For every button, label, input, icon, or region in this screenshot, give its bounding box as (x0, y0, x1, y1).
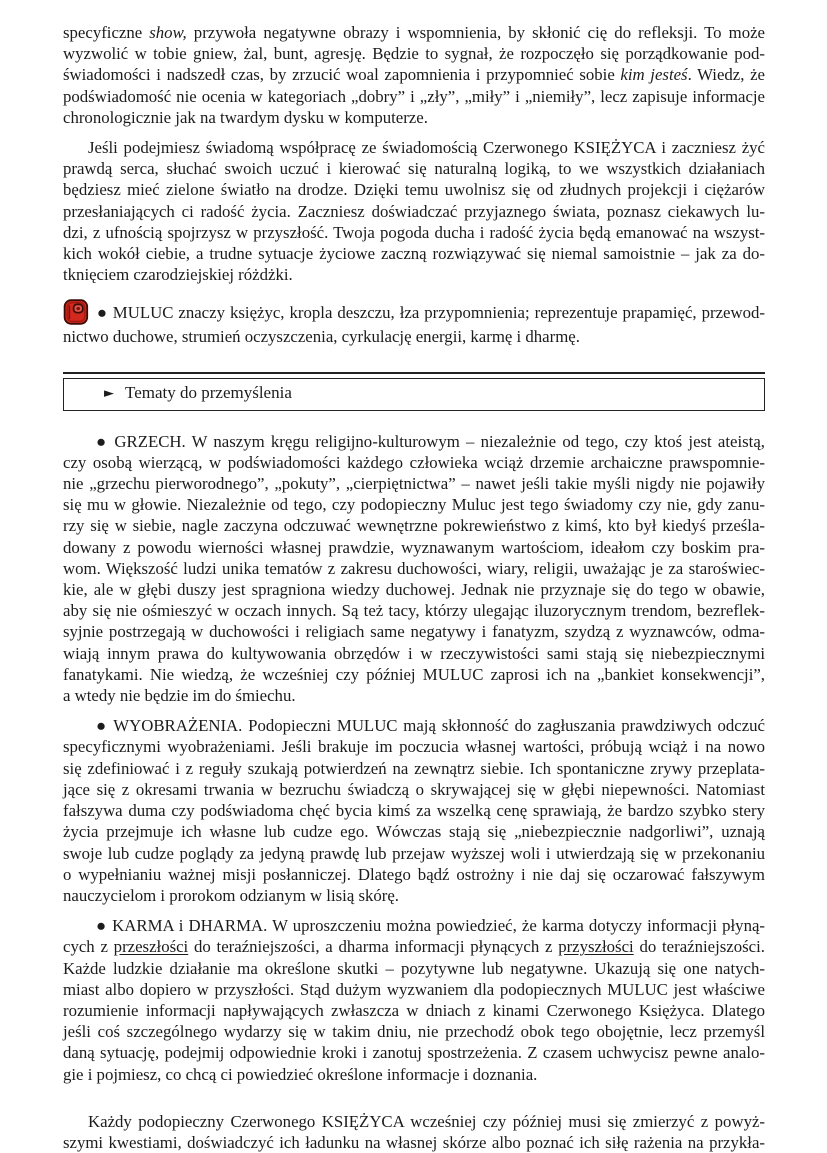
text-line: gie i pojmiesz, co chcą ci powiedzieć określone informacje i doznania. (63, 1064, 538, 1084)
text-line: a wtedy nie będzie im do śmiechu. (63, 686, 296, 706)
text-line: nauczycielom i prorokom odzianym w lisią skórę. (63, 885, 400, 905)
text-line: wom. Większość ludzi unika tematów z zakresu duchowości, wiary, religii, uważając je za staroświec- (63, 558, 765, 578)
text-line: nie „grzechu pierworodnego”, „pokuty”, „cierpiętnictwa” – nawet jeśli takie myśli nigdy nie pojawiły (63, 474, 765, 494)
themes-section (63, 431, 765, 1153)
underlined-text: przyszłości (558, 937, 634, 957)
text-line: specyficznymi wyobrażeniami. Jeśli brakuje im poczucia własnej wartości, próbują wciąż i na nowo (63, 737, 765, 757)
text-line: aby się nie ośmieszyć w oczach innych. Są też tacy, którzy ulegając iluzorycznym trendom, bezreflek- (63, 601, 765, 621)
text-line: Każdy podopieczny Czerwonego KSIĘŻYCA wcześniej czy później musi się zmierzyć z powyż- (88, 1111, 765, 1131)
text-line: ● MULUC znaczy księżyc, kropla deszczu, łza przypomnienia; reprezentuje prapamięć, przewod- (63, 298, 765, 326)
text-line: dowany z powodu wierności własnej prawdzie, wyznawanym wartościom, ideałom czy boskim pra- (63, 537, 765, 557)
paragraph-muluc-definition (63, 298, 765, 347)
triangle-bullet-icon: ► (104, 385, 114, 401)
paragraph-wyobrazenia (63, 715, 765, 906)
text-line: o wypełnianiu ważnej misji posłanniczej. Dlatego bądź ostrożny i nie daj się oczarować fałszywym (63, 864, 765, 884)
text-line: ● WYOBRAŻENIA. Podopieczni MULUC mają skłonność do zagłuszania prawdziwych odczuć (96, 716, 765, 736)
horizontal-rule (63, 372, 765, 374)
text-line: specyficzne show, przywoła negatywne obrazy i wspomnienia, by skłonić cię do refleksji. To może (63, 23, 765, 42)
italic-text: kim jesteś (620, 65, 688, 85)
text-line: fanatykami. Nie wiedzą, że wcześniej czy później MULUC zaprosi ich na „bankiet konsekwencji”, (63, 664, 765, 684)
text-line: życia przejmuje ich własne lub cudze ego. Wówczas stają się „niebezpiecznie nadgorliwi”, uznają (63, 822, 765, 842)
text-line: przesłaniających ci radość życia. Zaczniesz doświadczać przyjaznego świata, poznasz ciekawych lu- (63, 201, 765, 221)
text-line: wiają innym prawa do kultywowania obrzędów i w rzeczywistości sami stają się niebezpiecznymi (63, 643, 765, 663)
section-header (63, 378, 765, 411)
muluc-glyph-icon (63, 298, 89, 326)
text-line: świadomości i nadszedł czas, by zrzucić woal zapomnienia i przypomnieć sobie kim jesteś. Wiedz, że (63, 65, 765, 85)
text-line: syjnie postrzegają w duchowości i religiach same negatywy i fanatyzm, szydzą z wyznawców, odma- (63, 622, 765, 642)
text-column (63, 22, 765, 1153)
italic-text: show, (149, 23, 187, 42)
paragraph-opening-continuation (63, 22, 765, 128)
text-line: rozumienie informacji napływających zwłaszcza w dniach z kinami Czerwonego Księżyca. Dlatego (63, 1000, 765, 1020)
paragraph-grzech (63, 431, 765, 707)
text-line: Jeśli podejmiesz świadomą współpracę ze świadomością Czerwonego KSIĘŻYCA i zaczniesz żyć (88, 138, 765, 158)
underlined-text: przeszłości (113, 937, 189, 957)
text-line: miast albo dopiero w przyszłości. Stąd dużym wyzwaniem dla podopiecznych MULUC jest właściwe (63, 979, 765, 999)
paragraph-wspolpraca (63, 137, 765, 285)
text-line: czy osobą wierzącą, w podświadomości każdego człowieka wciąż drzemie archaiczne prawspomnie- (63, 452, 765, 472)
text-line: podświadomość nie ocenia w kategoriach „dobry” i „zły”, „miły” i „niemiły”, lecz zapisuje informacje (63, 86, 765, 106)
text-line: się zdefiniować i z reguły szukają potwierdzeń na zewnątrz siebie. Ich spontaniczne zrywy przeplata- (63, 758, 765, 778)
text-line: się mu w głowie. Niezależnie od tego, czy podopieczny Muluc jest tego świadomy czy nie, gdy zanu- (63, 495, 765, 515)
text-line: ● KARMA i DHARMA. W uproszczeniu można powiedzieć, że karma dotyczy informacji płyną- (96, 916, 765, 936)
text-line: rzy się w siebie, nagle zaczyna odczuwać wewnętrzne pokrewieństwo z kimś, kto był kiedyś prześla- (63, 516, 765, 536)
text-line: Każde ludzkie działanie ma określone skutki – pozytywne lub negatywne. Ukazują się one natych- (63, 958, 765, 978)
section-header-label: Tematy do przemyślenia (125, 382, 292, 402)
text-line: daną sytuację, podejmij odpowiednie kroki i zanotuj spostrzeżenia. Z czasem uchwycisz pewne analo- (63, 1043, 765, 1063)
text-line: jeśli coś szczególnego wydarzy się w takim dniu, nie przechodź obok tego obojętnie, lecz przemyśl (63, 1022, 765, 1042)
text-line: tknięciem czarodziejskiej różdżki. (63, 265, 293, 285)
intro-section (63, 22, 765, 348)
text-line: szymi kwestiami, doświadczyć ich ładunku na własnej skórze albo poznać ich siłę rażenia na przykła- (63, 1132, 765, 1152)
text-line: kie, ale w głębi duszy jest spragniona wiedzy duchowej. Jednak nie przyznaje się do tego w obawie, (63, 580, 765, 600)
text-line: fałszywa duma czy podświadoma chęć bycia kimś za wszelką cenę sprawiają, że bardzo szybko stery (63, 801, 765, 821)
paragraph-karma-dharma (63, 915, 765, 1085)
text-line: chronologicznie jak na twardym dysku w komputerze. (63, 107, 428, 127)
text-line: jące się z okresami trwania w bezruchu świadczą o skrywającej się w głębi niepewności. Natomiast (63, 779, 765, 799)
text-line: swoje lub cudze poglądy za jedyną prawdę lub przejaw wyższej woli i utwierdzają się w przekonaniu (63, 843, 765, 863)
text-line: kich wokół ciebie, a trudne sytuacje życiowe zaczną rozwiązywać się niemal samoistnie – jak za do- (63, 244, 765, 264)
text-line: dzi, z ufnością spojrzysz w przyszłość. Twoja pogoda ducha i radość życia będą emanować na wszyst- (63, 222, 765, 242)
section-header-box (63, 372, 765, 411)
text-line: ● GRZECH. W naszym kręgu religijno-kulturowym – niezależnie od tego, czy ktoś jest ateistą, (96, 431, 765, 451)
closing-paragraph (63, 1111, 765, 1153)
text-line: nictwo duchowe, strumień oczyszczenia, cyrkulację energii, karmę i dharmę. (63, 327, 580, 347)
text-line: będziesz mieć zielone światło na drodze. Dzięki temu uwolnisz się od złudnych projekcji i ciężarów (63, 180, 765, 200)
text-line: prawdą serca, słuchać swoich uczuć i kierować się naturalną logiką, to we wszystkich działaniach (63, 159, 765, 179)
text-line: wyzwolić w tobie gniew, żal, bunt, agresję. Będzie to sygnał, że rozpoczęło się porządkowanie pod- (63, 44, 765, 64)
text-line: cych z przeszłości do teraźniejszości, a dharma informacji płynących z przyszłości do teraźniejszości. (63, 937, 765, 957)
